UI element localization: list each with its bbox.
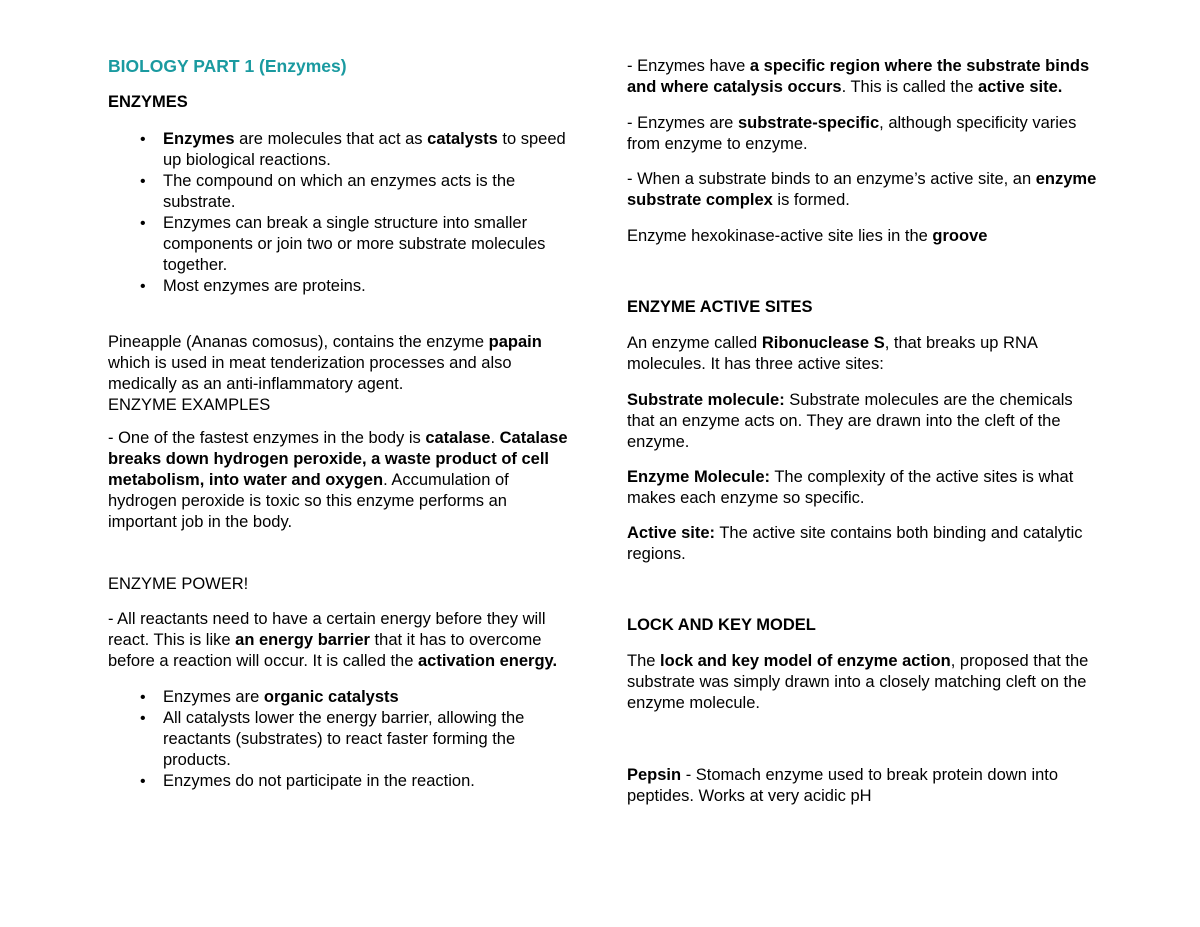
hexokinase-paragraph: Enzyme hexokinase-active site lies in the groove <box>627 227 988 245</box>
active-site-paragraph: - Enzymes have a specific region where the substrate binds and where catalysis occurs. This is called the active site. <box>627 57 1090 96</box>
list-item: • Enzymes can break a single structure into smaller components or join two or more substrate molecules together. <box>108 213 568 276</box>
catalase-paragraph: - One of the fastest enzymes in the body is catalase. Catalase breaks down hydrogen peroxide, a waste product of cell metabolism, into water and oxygen. Accumulation of hydrogen peroxide is toxic so this enzyme performs an important job in the body. <box>108 429 568 531</box>
substrate-specific-paragraph: - Enzymes are substrate-specific, although specificity varies from enzyme to enzyme. <box>627 114 1077 153</box>
list-item: • Most enzymes are proteins. <box>108 276 568 297</box>
enzyme-molecule-paragraph: Enzyme Molecule: The complexity of the active sites is what makes each enzyme so specific. <box>627 468 1074 507</box>
substrate-molecule-paragraph: Substrate molecule: Substrate molecules are the chemicals that an enzyme acts on. They are drawn into the cleft of the enzyme. <box>627 391 1073 451</box>
list-item: • Enzymes are molecules that act as catalysts to speed up biological reactions. <box>108 129 568 171</box>
list-item: • The compound on which an enzymes acts is the substrate. <box>108 171 568 213</box>
power-bullet-list <box>108 687 568 792</box>
power-paragraph: - All reactants need to have a certain energy before they will react. This is like an energy barrier that it has to overcome before a reaction will occur. It is called the activation energy. <box>108 610 558 670</box>
heading-enzymes: ENZYMES <box>108 93 188 111</box>
ribonuclease-paragraph: An enzyme called Ribonuclease S, that breaks up RNA molecules. It has three active sites: <box>627 334 1037 373</box>
complex-paragraph: - When a substrate binds to an enzyme’s active site, an enzyme substrate complex is formed. <box>627 170 1097 209</box>
list-item: • Enzymes are organic catalysts <box>108 687 568 708</box>
pineapple-paragraph: Pineapple (Ananas comosus), contains the enzyme papain which is used in meat tenderization processes and also medically as an anti-inflammatory agent. <box>108 333 542 393</box>
heading-lock-and-key: LOCK AND KEY MODEL <box>627 616 816 634</box>
list-item: • Enzymes do not participate in the reaction. <box>108 771 568 792</box>
heading-enzyme-power: ENZYME POWER! <box>108 575 249 593</box>
right-column <box>627 56 1097 807</box>
heading-enzyme-examples: ENZYME EXAMPLES <box>108 396 271 414</box>
list-item: • All catalysts lower the energy barrier, allowing the reactants (substrates) to react faster forming the products. <box>108 708 568 771</box>
lock-and-key-paragraph: The lock and key model of enzyme action, proposed that the substrate was simply drawn into a closely matching cleft on the enzyme molecule. <box>627 652 1089 712</box>
enzymes-bullet-list <box>108 129 568 297</box>
left-column <box>108 56 568 792</box>
active-site-definition: Active site: The active site contains both binding and catalytic regions. <box>627 524 1083 563</box>
pepsin-paragraph: Pepsin - Stomach enzyme used to break protein down into peptides. Works at very acidic pH <box>627 766 1059 805</box>
page-title: BIOLOGY PART 1 (Enzymes) <box>108 56 347 76</box>
heading-active-sites: ENZYME ACTIVE SITES <box>627 298 813 316</box>
